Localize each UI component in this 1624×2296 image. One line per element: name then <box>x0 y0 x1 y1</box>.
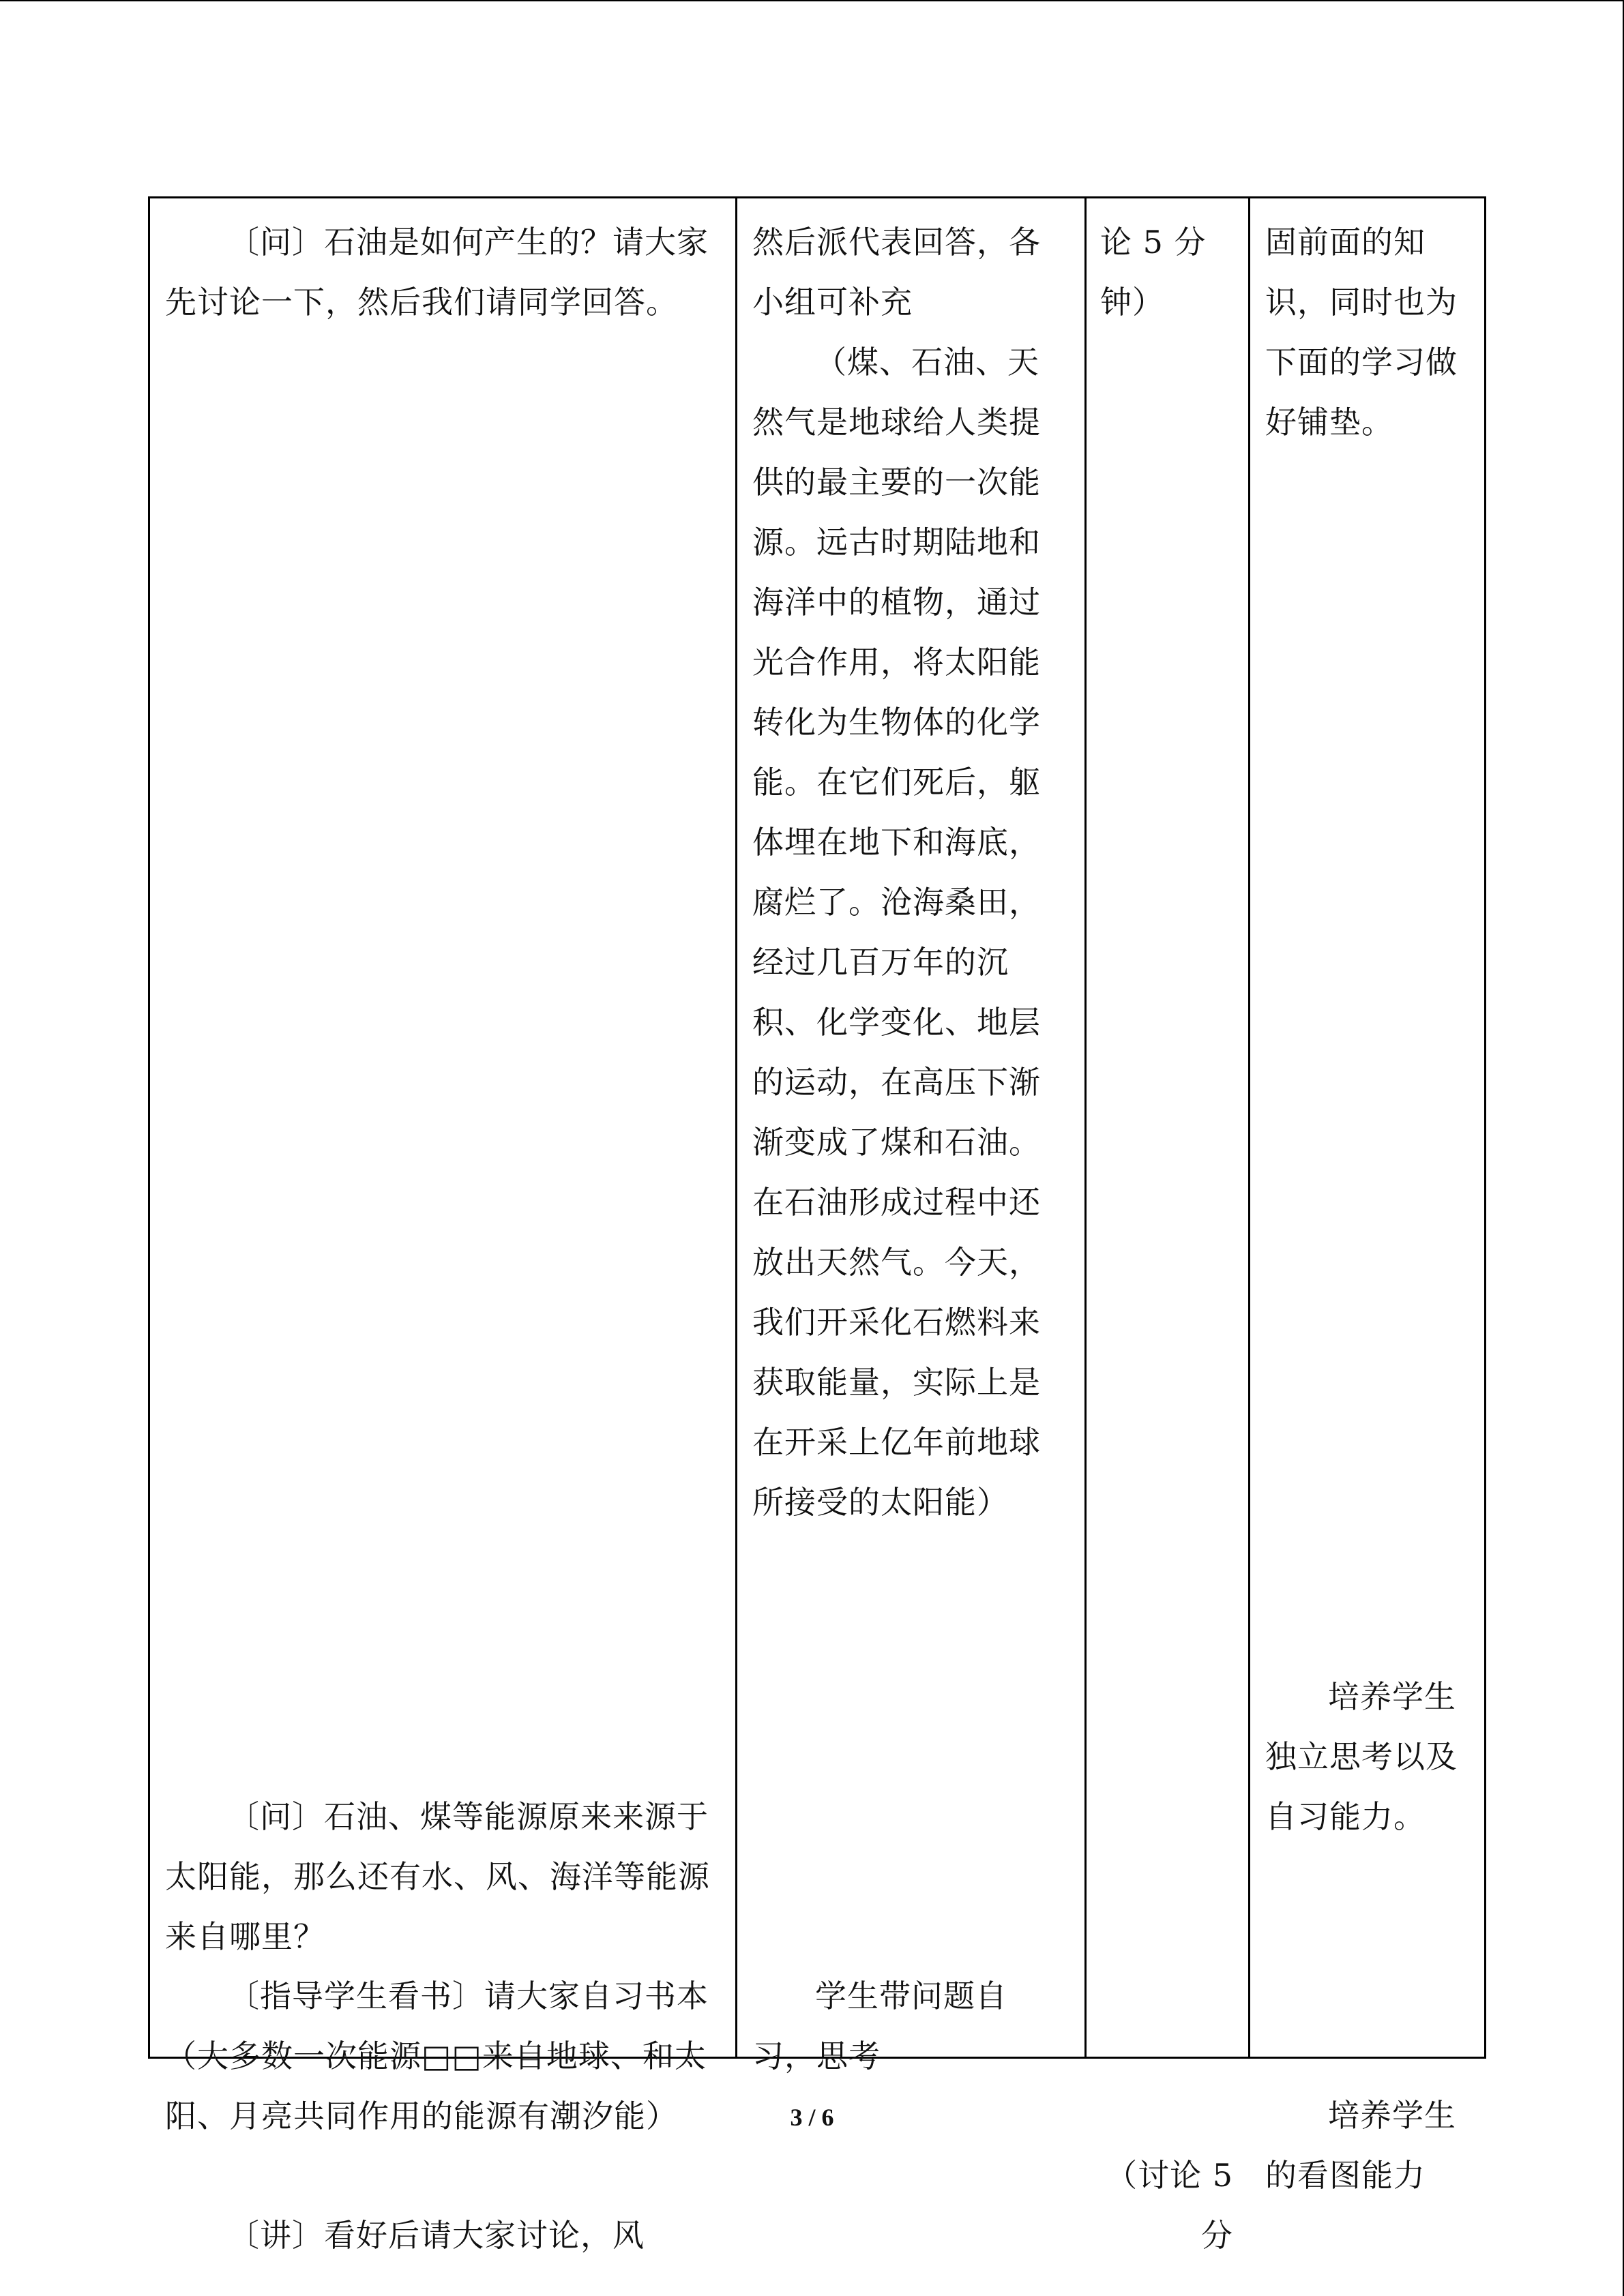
intent-independent-thinking: 培养学生独立思考以及自习能力。 <box>1265 1678 1458 1835</box>
student-self-study: 学生带问题自习，思考 <box>752 1978 1007 2074</box>
page-number: 3 / 6 <box>790 2104 834 2131</box>
time-allocation-cell <box>1086 198 1250 2254</box>
teacher-guide-reading: 〔指导学生看书〕请大家自习书本（大多数一次能源□□来自地球、和太阳、月亮共同作用的能源有潮汐能） <box>165 1978 709 2134</box>
intent-consolidate-knowledge: 固前面的知识，同时也为下面的学习做好铺垫。 <box>1265 224 1458 441</box>
teacher-activity-cell <box>149 198 737 2254</box>
discussion-time-note-2: （讨论 5 分 <box>1106 2157 1233 2254</box>
intent-chart-reading: 培养学生的看图能力 <box>1265 2097 1456 2194</box>
student-answer-fossil-fuel: （煤、石油、天然气是地球给人类提供的最主要的一次能源。远古时期陆地和海洋中的植物，通过光合作用，将太阳能转化为生物体的化学能。在它们死后，躯体埋在地下和海底，腐烂了。沧海桑田，经过几百万年的沉积、化学变化、地层的运动，在高压下渐渐变成了煤和石油。在石油形成过程中还放出天然气。今天，我们开采化石燃料来获取能量，实际上是在开采上亿年前地球所接受的太阳能） <box>752 344 1041 1521</box>
teacher-question-oil-origin: 〔问〕石油是如何产生的？请大家先讨论一下，然后我们请同学回答。 <box>165 224 709 320</box>
teacher-lecture-discussion: 〔讲〕看好后请大家讨论，风 <box>228 2217 645 2254</box>
student-activity-cell <box>737 198 1086 2074</box>
design-intent-cell <box>1250 198 1486 2194</box>
discussion-time-note: 论 5 分钟） <box>1100 224 1207 320</box>
student-report-answer: 然后派代表回答，各小组可补充 <box>752 224 1041 320</box>
page-top-border <box>0 0 1624 1</box>
teacher-question-energy-source: 〔问〕石油、煤等能源原来来源于太阳能，那么还有水、风、海洋等能源来自哪里？ <box>165 1798 710 1955</box>
table-row <box>149 198 1486 2058</box>
